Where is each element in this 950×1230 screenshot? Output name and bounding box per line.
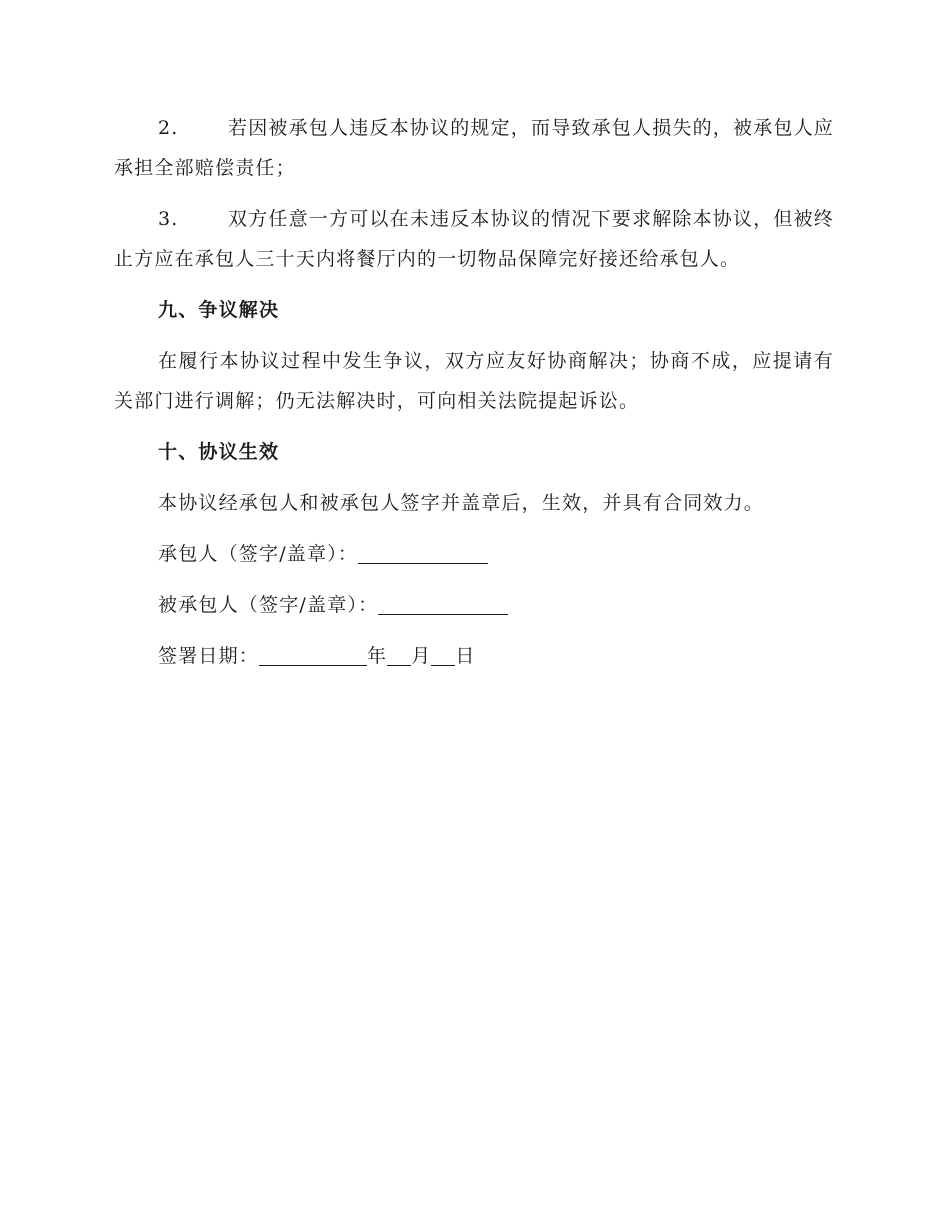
- clause-2: [114, 108, 834, 188]
- clause-3: [114, 199, 834, 279]
- contractor-signature-label: 承包人（签字/盖章）：: [158, 543, 359, 565]
- section-10-heading: 十、协议生效: [158, 441, 280, 463]
- month-unit: 月: [411, 645, 432, 667]
- clause-number: 3.: [158, 208, 179, 230]
- section-9-body: 在履行本协议过程中发生争议，双方应友好协商解决；协商不成，应提请有关部门进行调解；仍无法解决时，可向相关法院提起诉讼。: [114, 350, 834, 412]
- subcontractor-signature-line: [114, 585, 834, 625]
- contractor-signature-blank: [358, 541, 488, 564]
- day-unit: 日: [455, 645, 476, 667]
- year-blank: [259, 643, 367, 666]
- day-blank: [431, 643, 455, 666]
- month-blank: [387, 643, 411, 666]
- document-content: [114, 108, 834, 687]
- section-10-body: 本协议经承包人和被承包人签字并盖章后，生效，并具有合同效力。: [158, 492, 765, 514]
- subcontractor-signature-blank: [378, 592, 508, 615]
- contractor-signature-line: [114, 534, 834, 574]
- signing-date-label: 签署日期：: [158, 645, 260, 667]
- clause-number: 2.: [158, 117, 179, 139]
- subcontractor-signature-label: 被承包人（签字/盖章）：: [158, 594, 379, 616]
- section-9-heading: 九、争议解决: [158, 299, 280, 321]
- signing-date-line: [114, 636, 834, 676]
- clause-text: 双方任意一方可以在未违反本协议的情况下要求解除本协议，但被终止方应在承包人三十天内将餐厅内的一切物品保障完好接还给承包人。: [114, 208, 835, 270]
- year-unit: 年: [367, 645, 388, 667]
- clause-text: 若因被承包人违反本协议的规定，而导致承包人损失的，被承包人应承担全部赔偿责任；: [114, 117, 835, 179]
